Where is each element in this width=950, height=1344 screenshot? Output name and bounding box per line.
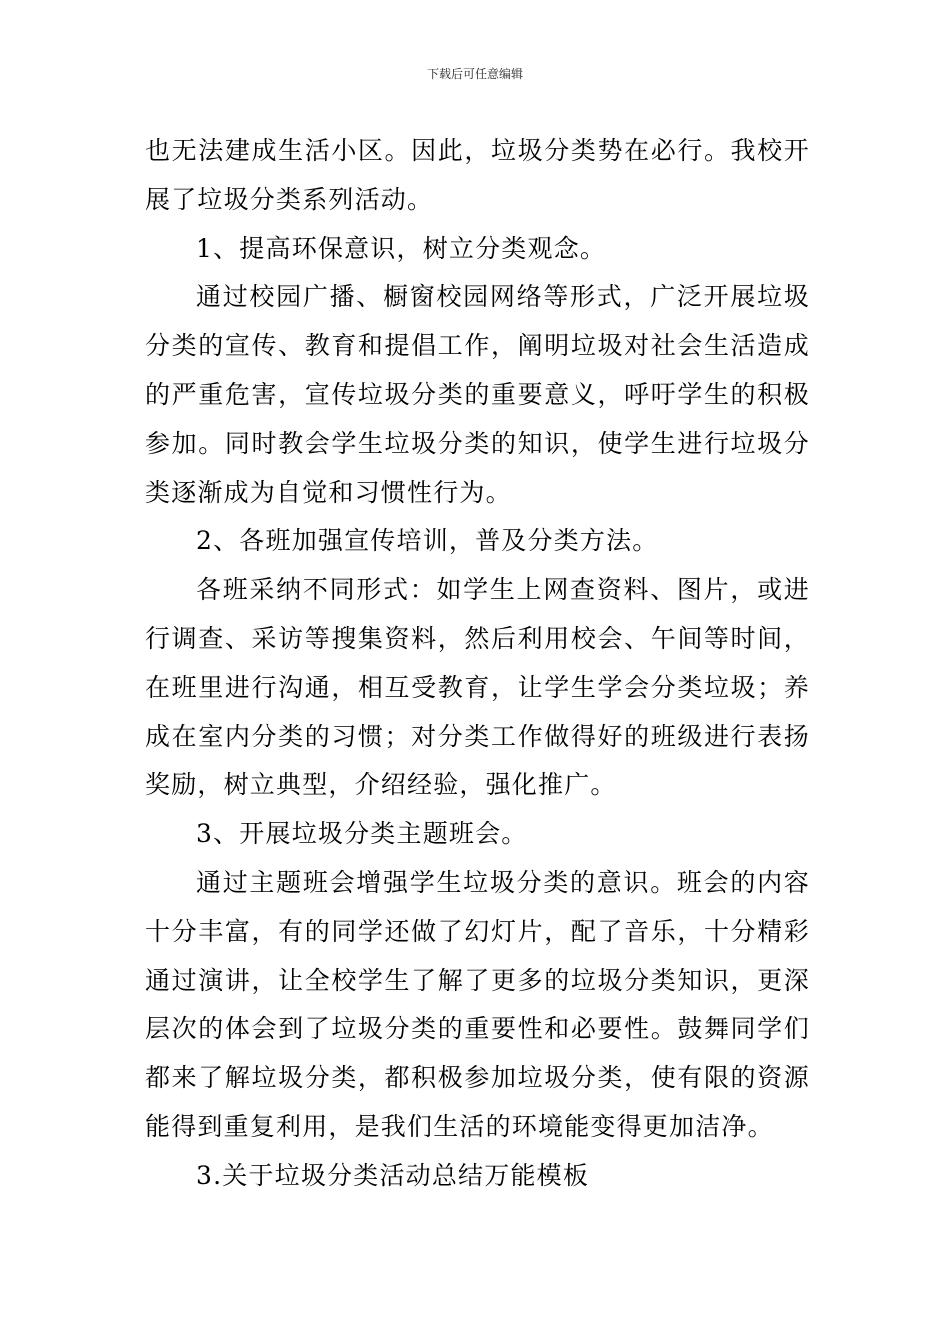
section-heading-2: 2、各班加强宣传培训，普及分类方法。 (196, 526, 659, 556)
page-header: 下载后可任意编辑 (426, 67, 523, 81)
paragraph-section-1: 通过校园广播、橱窗校园网络等形式，广泛开展垃圾分类的宣传、教育和提倡工作，阐明垃圾对社会生活造成的严重危害，宣传垃圾分类的重要意义，呼吁学生的积极参加。同时教会学生垃圾分类的知识，使学生进行垃圾分类逐渐成为自觉和习惯性行为。 (145, 282, 810, 507)
paragraph-section-2: 各班采纳不同形式：如学生上网查资料、图片，或进行调查、采访等搜集资料，然后利用校会、午间等时间，在班里进行沟通，相互受教育，让学生学会分类垃圾；养成在室内分类的习惯；对分类工作做得好的班级进行表扬奖励，树立典型，介绍经验，强化推广。 (145, 575, 810, 800)
document-body (145, 127, 810, 1201)
section-heading-1: 1、提高环保意识，树立分类观念。 (196, 233, 607, 263)
next-article-title: 3.关于垃圾分类活动总结万能模板 (196, 1160, 590, 1190)
paragraph-section-3: 通过主题班会增强学生垃圾分类的意识。班会的内容十分丰富，有的同学还做了幻灯片，配了音乐，十分精彩通过演讲，让全校学生了解了更多的垃圾分类知识，更深层次的体会到了垃圾分类的重要性和必要性。鼓舞同学们都来了解垃圾分类，都积极参加垃圾分类，使有限的资源能得到重复利用，是我们生活的环境能变得更加洁净。 (145, 867, 810, 1141)
paragraph-continuation: 也无法建成生活小区。因此，垃圾分类势在必行。我校开展了垃圾分类系列活动。 (145, 136, 810, 214)
section-heading-3: 3、开展垃圾分类主题班会。 (196, 819, 528, 849)
